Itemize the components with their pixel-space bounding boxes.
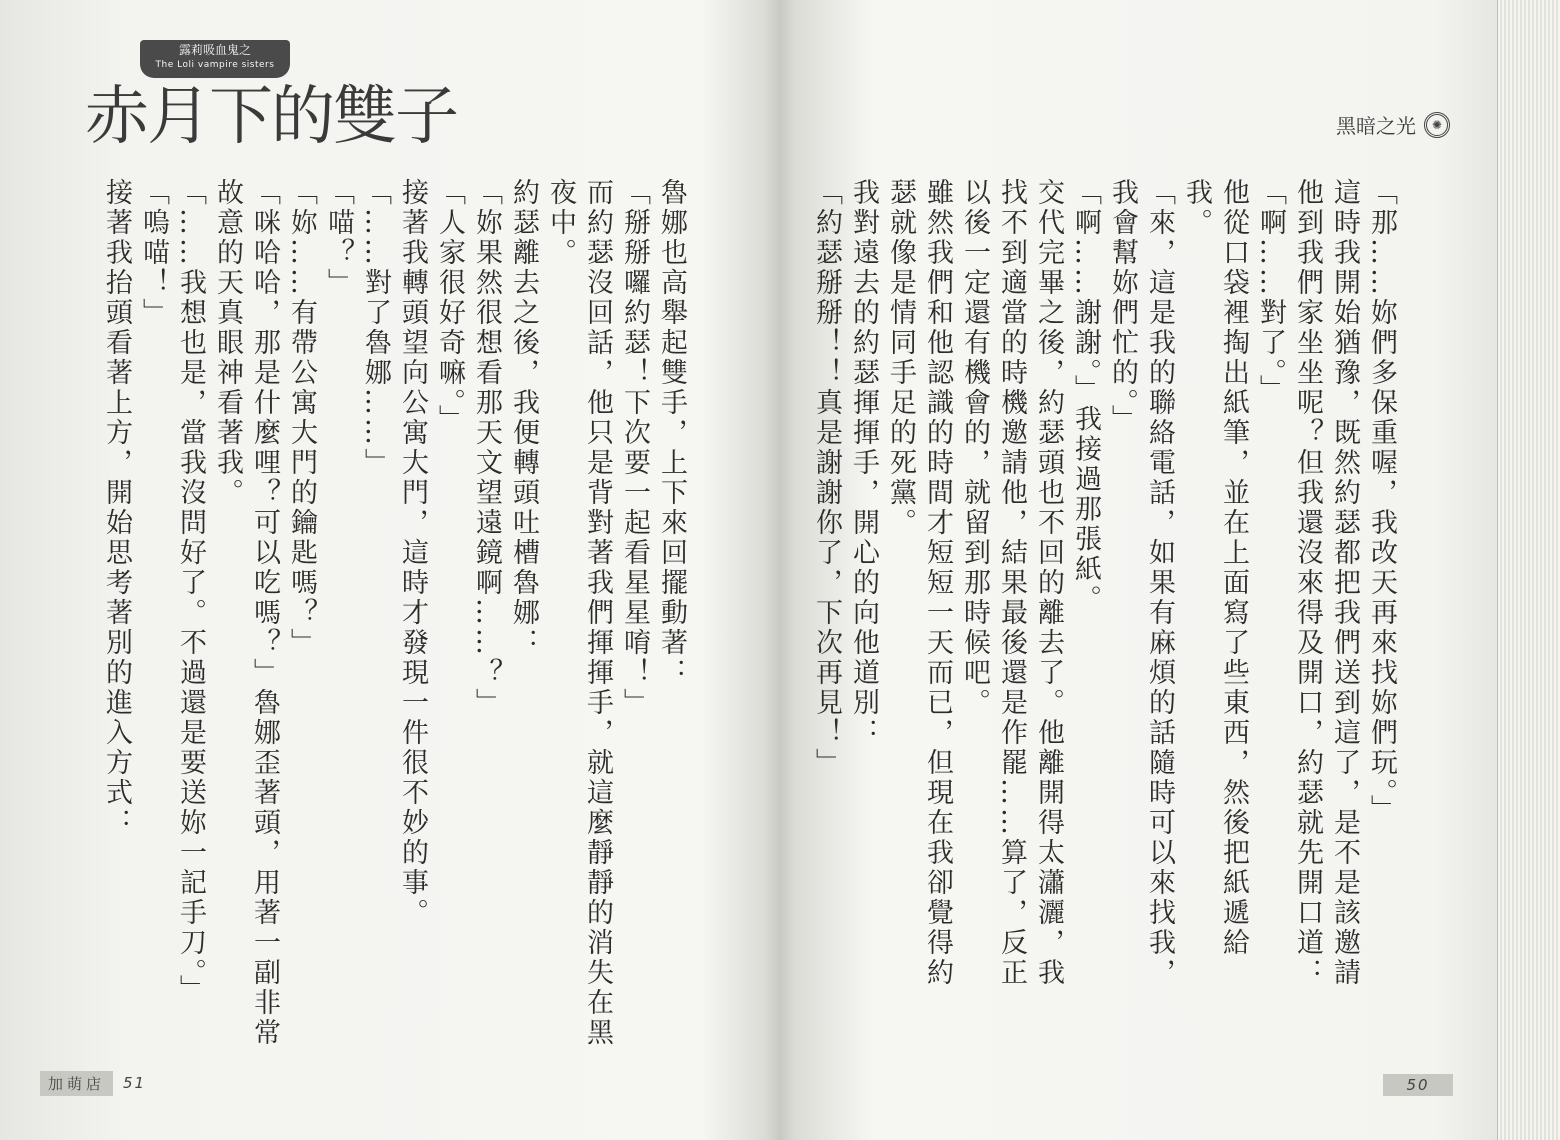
series-banner bbox=[140, 40, 290, 78]
paragraph: 「人家很好奇嘛。」 bbox=[434, 178, 465, 435]
right-page-text bbox=[808, 178, 1400, 988]
paragraph: 「……我想也是，當我沒問好了。不過還是要送妳一記手刀。」 bbox=[175, 178, 206, 1005]
paragraph: 接著我抬頭看著上方，開始思考著別的進入方式： bbox=[101, 178, 132, 838]
chapter-emblem-icon: ✺ bbox=[1424, 112, 1450, 138]
paragraph: 而約瑟沒回話，他只是背對著我們揮揮手，就這麼靜靜的消失在黑夜中。 bbox=[545, 178, 613, 1048]
paragraph: 「掰掰囉約瑟！下次要一起看星星唷！」 bbox=[619, 178, 650, 718]
series-banner-english: The Loli vampire sisters bbox=[155, 60, 275, 70]
series-title: 赤月下的雙子 bbox=[85, 80, 457, 154]
paragraph: 「咪哈哈，那是什麼哩？可以吃嗎？」魯娜歪著頭，用著一副非常故意的天真眼神看著我。 bbox=[212, 178, 280, 1048]
paragraph: 雖然我們和他認識的時間才短短一天而已，但現在我卻覺得約瑟就像是情同手足的死黨。 bbox=[885, 178, 953, 988]
right-page bbox=[775, 0, 1560, 1140]
paragraph: 約瑟離去之後，我便轉頭吐槽魯娜： bbox=[508, 178, 539, 658]
paragraph: 「啊……謝謝。」我接過那張紙。 bbox=[1070, 178, 1101, 615]
page-number: 51 bbox=[123, 1074, 147, 1092]
chapter-header bbox=[1336, 110, 1450, 139]
paragraph: 「來，這是我的聯絡電話，如果有麻煩的話隨時可以來找我，我會幫妳們忙的。」 bbox=[1107, 178, 1175, 988]
paragraph: 交代完畢之後，約瑟頭也不回的離去了。他離開得太瀟灑，我找不到適當的時機邀請他，結果最後還是作罷……算了，反正以後一定還有機會的，就留到那時候吧。 bbox=[959, 178, 1064, 988]
series-banner-text: 露莉吸血鬼之 bbox=[178, 43, 251, 57]
page-edges bbox=[1497, 0, 1560, 1140]
series-logo bbox=[85, 40, 457, 160]
paragraph: 「妳……有帶公寓大門的鑰匙嗎？」 bbox=[286, 178, 317, 658]
chapter-label: 黑暗之光 bbox=[1336, 114, 1416, 138]
page-number: 50 bbox=[1383, 1074, 1453, 1096]
footer-shop-label: 加萌店 bbox=[40, 1071, 113, 1096]
paragraph: 接著我轉頭望向公寓大門，這時才發現一件很不妙的事。 bbox=[397, 178, 428, 928]
left-page bbox=[0, 0, 770, 1140]
paragraph: 這時我開始猶豫，既然約瑟都把我們送到這了，是不是該邀請他到我們家坐坐呢？但我還沒來得及開口，約瑟就先開口道： bbox=[1292, 178, 1360, 988]
paragraph: 我對遠去的約瑟揮揮手，開心的向他道別： bbox=[848, 178, 879, 748]
paragraph: 「約瑟掰掰！！真是謝謝你了，下次再見！」 bbox=[811, 178, 842, 778]
paragraph: 「那……妳們多保重喔，我改天再來找妳們玩。」 bbox=[1366, 178, 1397, 825]
paragraph: 「啊……對了。」 bbox=[1255, 178, 1286, 405]
paragraph: 他從口袋裡掏出紙筆，並在上面寫了些東西，然後把紙遞給我。 bbox=[1181, 178, 1249, 958]
paragraph: 「……對了魯娜……」 bbox=[360, 178, 391, 478]
left-page-text bbox=[98, 178, 690, 1068]
paragraph: 「喵？」 bbox=[323, 178, 354, 298]
paragraph: 「嗚喵！」 bbox=[138, 178, 169, 328]
paragraph: 魯娜也高舉起雙手，上下來回擺動著： bbox=[656, 178, 687, 688]
paragraph: 「妳果然很想看那天文望遠鏡啊……？」 bbox=[471, 178, 502, 718]
left-page-footer bbox=[40, 1070, 180, 1096]
